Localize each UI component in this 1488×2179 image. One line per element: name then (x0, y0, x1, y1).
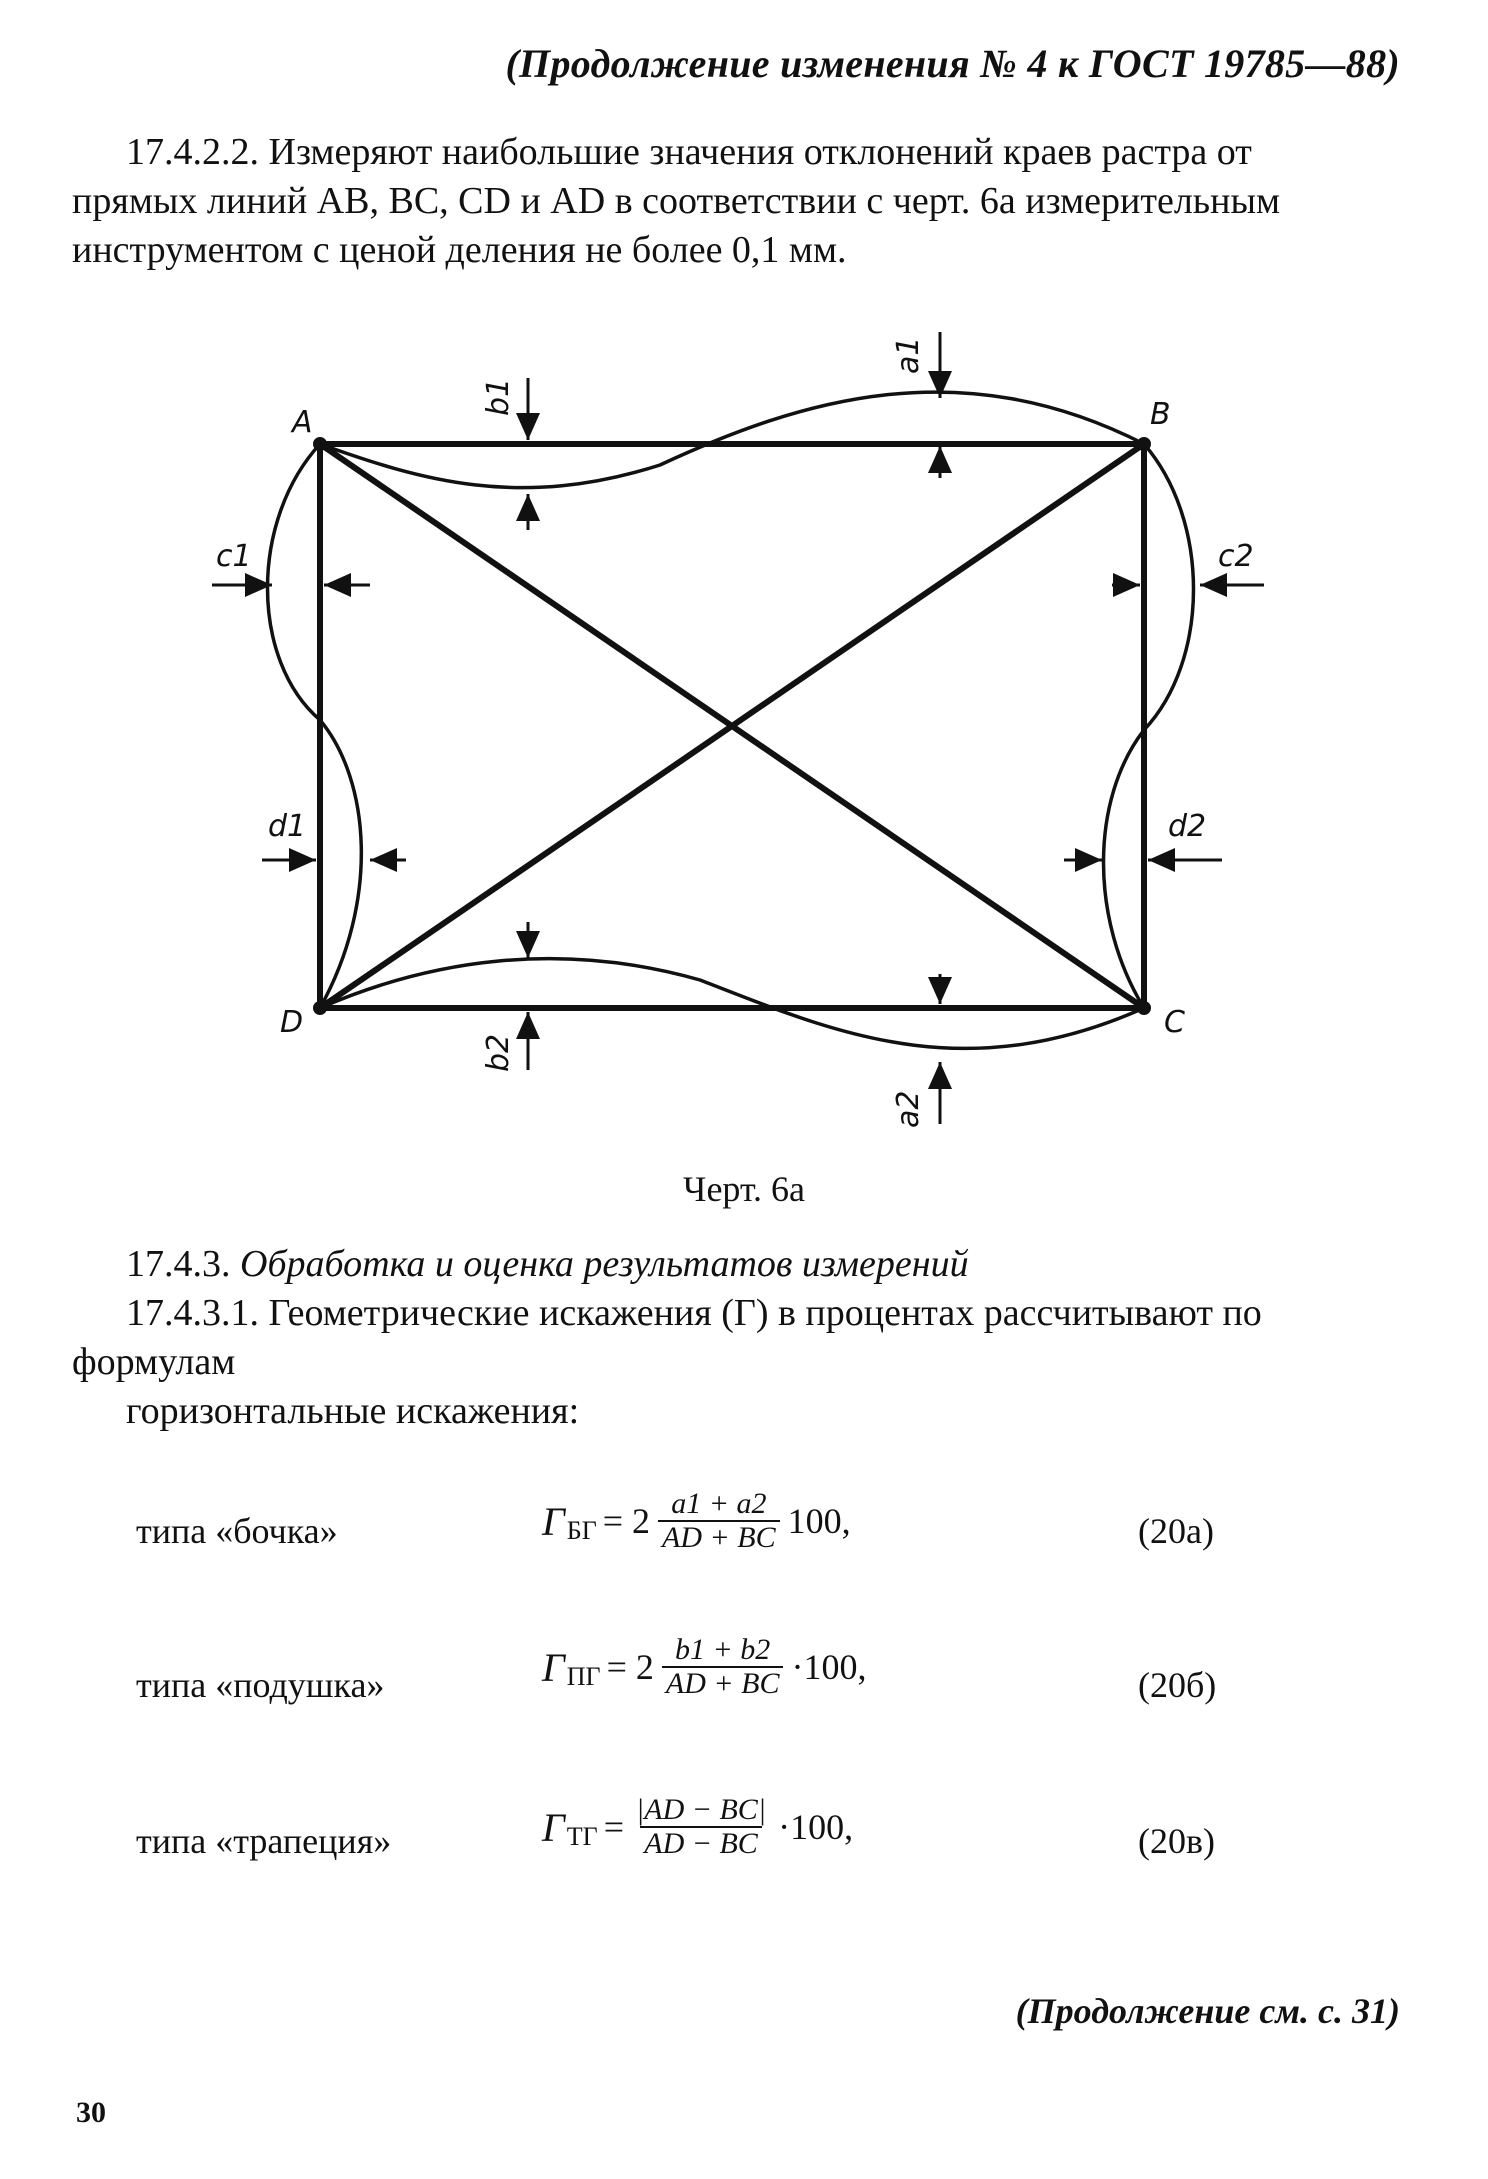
curve-left (268, 444, 362, 1008)
label-c2: c2 (1218, 539, 1254, 574)
formula-number: (20б) (1138, 1665, 1217, 1705)
label-b2: b2 (481, 1033, 516, 1072)
formula-prefix: = 2 (606, 1647, 654, 1687)
label-d1: d1 (268, 809, 307, 844)
point-d (313, 1001, 327, 1015)
label-a: A (292, 405, 313, 440)
raster-rectangle (320, 444, 1144, 1008)
curve-bottom (320, 959, 1144, 1049)
formula-denominator: AD + BC (658, 1520, 780, 1554)
formula-number: (20а) (1138, 1511, 1214, 1551)
section-title: Обработка и оценка результатов измерений (240, 1243, 969, 1285)
formula-fraction (658, 1488, 780, 1554)
curve-top (320, 392, 1144, 488)
formula-number: (20в) (1138, 1821, 1215, 1861)
paragraph-line: формулам (72, 1341, 236, 1383)
formula-suffix: 100, (787, 1501, 851, 1541)
curve-right (1104, 444, 1194, 1008)
label-c1: c1 (216, 539, 252, 574)
formula-label: типа «бочка» (136, 1511, 338, 1551)
point-a (313, 437, 327, 451)
paragraph-line: инструментом с ценой деления не более 0,1 мм. (72, 229, 847, 271)
section-heading (72, 1240, 1412, 1289)
page-header: (Продолжение изменения № 4 к ГОСТ 19785—88) (505, 41, 1400, 86)
formula-prefix: = 2 (602, 1501, 651, 1541)
formula-prefix: = (603, 1807, 624, 1847)
paragraph-line: 17.4.3.1. Геометрические искажения (Г) в процентах рассчитывают по (126, 1292, 1262, 1334)
formula-expression (542, 1634, 866, 1700)
formula-numerator: |AD − BC| (636, 1793, 767, 1826)
formula-label: типа «трапеция» (136, 1821, 392, 1861)
formula-subscript: ТГ (566, 1822, 598, 1851)
formula-fraction (632, 1794, 770, 1860)
formula-symbol: Г (542, 1644, 565, 1690)
formula-pincushion (0, 1634, 1488, 1724)
label-b1: b1 (481, 377, 516, 416)
point-b (1137, 437, 1151, 451)
formula-expression (542, 1488, 851, 1554)
label-a2: a2 (891, 1090, 926, 1128)
point-c (1137, 1001, 1151, 1015)
formula-symbol: Г (542, 1804, 565, 1850)
section-processing (72, 1240, 1412, 1436)
formula-denominator: AD − BC (640, 1826, 762, 1860)
paragraph-line: горизонтальные искажения: (126, 1390, 580, 1432)
formula-numerator: b1 + b2 (675, 1633, 771, 1666)
formula-numerator: a1 + a2 (671, 1487, 767, 1520)
label-c: C (1164, 1005, 1185, 1040)
label-a1: a1 (891, 336, 926, 374)
page-number: 30 (76, 2096, 106, 2129)
formula-barrel (0, 1488, 1488, 1578)
formula-trapezoid (0, 1794, 1488, 1884)
formula-expression (542, 1794, 853, 1860)
continuation-note: (Продолжение см. с. 31) (1015, 1991, 1400, 2031)
paragraph-line: прямых линий AB, BC, CD и AD в соответствии с черт. 6а измерительным (72, 180, 1281, 222)
label-d2: d2 (1168, 809, 1207, 844)
formula-suffix: ·100, (778, 1807, 854, 1847)
formula-suffix: ·100, (791, 1647, 867, 1687)
formula-label: типа «подушка» (136, 1665, 385, 1705)
formula-symbol: Г (542, 1498, 565, 1544)
label-d: D (280, 1005, 304, 1040)
section-number: 17.4.3. (126, 1243, 231, 1285)
label-b: B (1150, 397, 1171, 432)
figure-caption: Черт. 6а (683, 1169, 805, 1209)
formula-fraction (662, 1634, 784, 1700)
paragraph-line: 17.4.2.2. Измеряют наибольшие значения отклонений краев растра от (126, 131, 1252, 173)
formula-subscript: БГ (566, 1516, 597, 1545)
formula-denominator: AD + BC (662, 1666, 784, 1700)
formula-subscript: ПГ (566, 1662, 601, 1691)
